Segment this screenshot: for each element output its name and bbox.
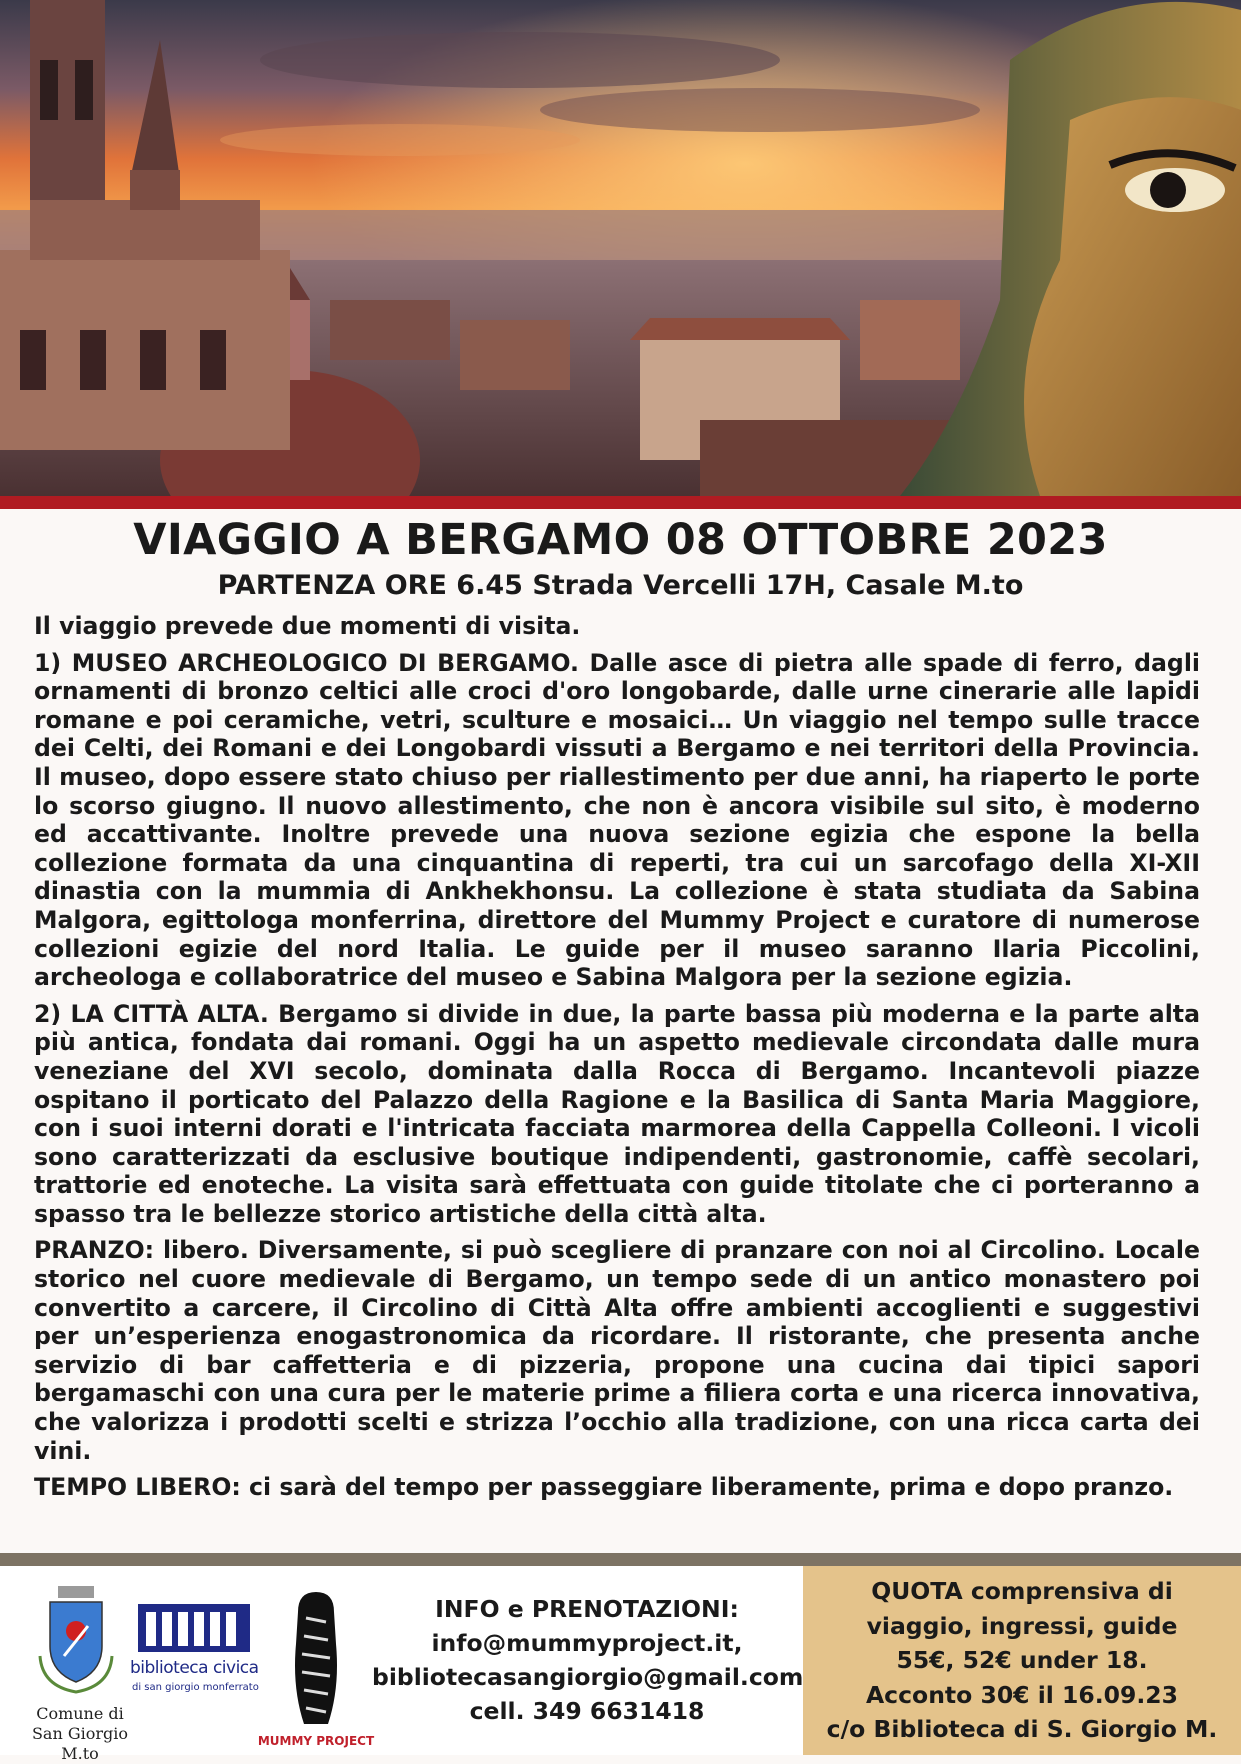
citta-alta-paragraph: 2) LA CITTÀ ALTA. Bergamo si divide in due, la parte bassa più moderna e la parte alta più antica, fondata dai romani. Oggi ha un aspetto medievale circondata dalle mura veneziane del XVI secolo, dominata dalla Rocca di Bergamo. Incantevoli piazze ospitano il porticato del Palazzo della Ragione e la Basilica di Santa Maria Maggiore, con i suoi interni dorati e l'intricata facciata marmorea della Cappella Colleoni. I vicoli sono caratterizzati da esclusive boutique indipendenti, gastronomie, caffè secolari, trattorie ed enoteche. La visita sarà effettuata con guide titolate che ci porteranno a spasso tra le bellezze storico artistiche della città alta. [34,999,1200,1228]
tempo-libero-paragraph: TEMPO LIBERO: ci sarà del tempo per passeggiare liberamente, prima e dopo pranzo. [34,1473,1174,1502]
quota-block [803,1566,1241,1755]
bergamo-skyline-illustration [0,0,1241,496]
info-phone: cell. 349 6631418 [469,1697,705,1725]
mummy-project-logo [256,1588,376,1753]
footer [0,1566,1241,1763]
comune-caption-line2: San Giorgio M.to [31,1724,129,1763]
museo-paragraph: 1) MUSEO ARCHEOLOGICO DI BERGAMO. Dalle asce di pietra alle spade di ferro, dagli ornamenti di bronzo celtici alle croci d'oro longobarde, dalle urne cinerarie alle lapidi romane e poi ceramiche, vetri, sculture e mosaici… Un viaggio nel tempo sulle tracce dei Celti, dei Romani e dei Longobardi vissuti a Bergamo e nei territori della Provincia. Il museo, dopo essere stato chiuso per riallestimento per due anni, ha riaperto le porte lo scorso giugno. Il nuovo allestimento, che non è ancora visibile sul sito, è moderno ed accattivante. Inoltre prevede una nuova sezione egizia che espone la bella collezione formata da una cinquantina di reperti, tra cui un sarcofago della XI-XII dinastia con la mummia di Ankhekhonsu. La collezione è stata studiata da Sabina Malgora, egittologa monferrina, direttore del Mummy Project e curatore di numerose collezioni egizie del nord Italia. Le guide per il museo saranno Ilaria Piccolini, archeologa e collaboratrice del museo e Sabina Malgora per la sezione egizia. [34,648,1200,992]
quota-line: QUOTA comprensiva di [871,1577,1173,1605]
hero-image [0,0,1241,496]
mummy-project-label: MUMMY PROJECT [257,1734,375,1748]
biblioteca-subtitle: di san giorgio monferrato [132,1682,259,1693]
intro-paragraph: Il viaggio prevede due momenti di visita. [34,612,581,640]
footer-divider [0,1553,1241,1566]
biblioteca-name: biblioteca civica [130,1658,259,1678]
quota-line: Acconto 30€ il 16.09.23 [866,1680,1178,1709]
quota-line: viaggio, ingressi, guide [866,1611,1178,1640]
info-block [372,1592,802,1728]
comune-caption-line1: Comune di [36,1704,124,1723]
mummy-figure-icon [256,1588,376,1728]
pranzo-paragraph: PRANZO: libero. Diversamente, si può scegliere di pranzare con noi al Circolino. Locale storico nel cuore medievale di Bergamo, un tempo sede di un antico monastero poi convertito a carcere, il Circolino di Città Alta offre ambienti accoglienti e suggestivi per un’esperienza enogastronomica da ricordare. Il ristorante, che presenta anche servizio di bar caffetteria e di pizzeria, propone una cucina dai tipici sapori bergamaschi con una cura per le materie prime a filiera corta e una ricerca innovativa, che valorizza i prodotti scelti e strizza l’occhio alla tradizione, con una ricca carta dei vini. [34,1236,1200,1465]
page-title: VIAGGIO A BERGAMO 08 OTTOBRE 2023 [133,515,1108,565]
comune-logo [20,1586,130,1763]
quota-line: 55€, 52€ under 18. [896,1646,1148,1674]
biblioteca-logo [128,1598,260,1698]
red-divider [0,496,1241,509]
quota-line: c/o Biblioteca di S. Giorgio M. [826,1715,1218,1743]
body-text [34,612,1200,1510]
coat-of-arms-icon [36,1586,116,1696]
departure-info: PARTENZA ORE 6.45 Strada Vercelli 17H, Casale M.to [217,570,1024,601]
info-email-biblioteca: bibliotecasangiorgio@gmail.com [372,1663,804,1691]
info-email-mummy: info@mummyproject.it, [431,1629,743,1657]
biblioteca-columns-icon [128,1598,260,1658]
info-heading: INFO e PRENOTAZIONI: [435,1595,739,1623]
